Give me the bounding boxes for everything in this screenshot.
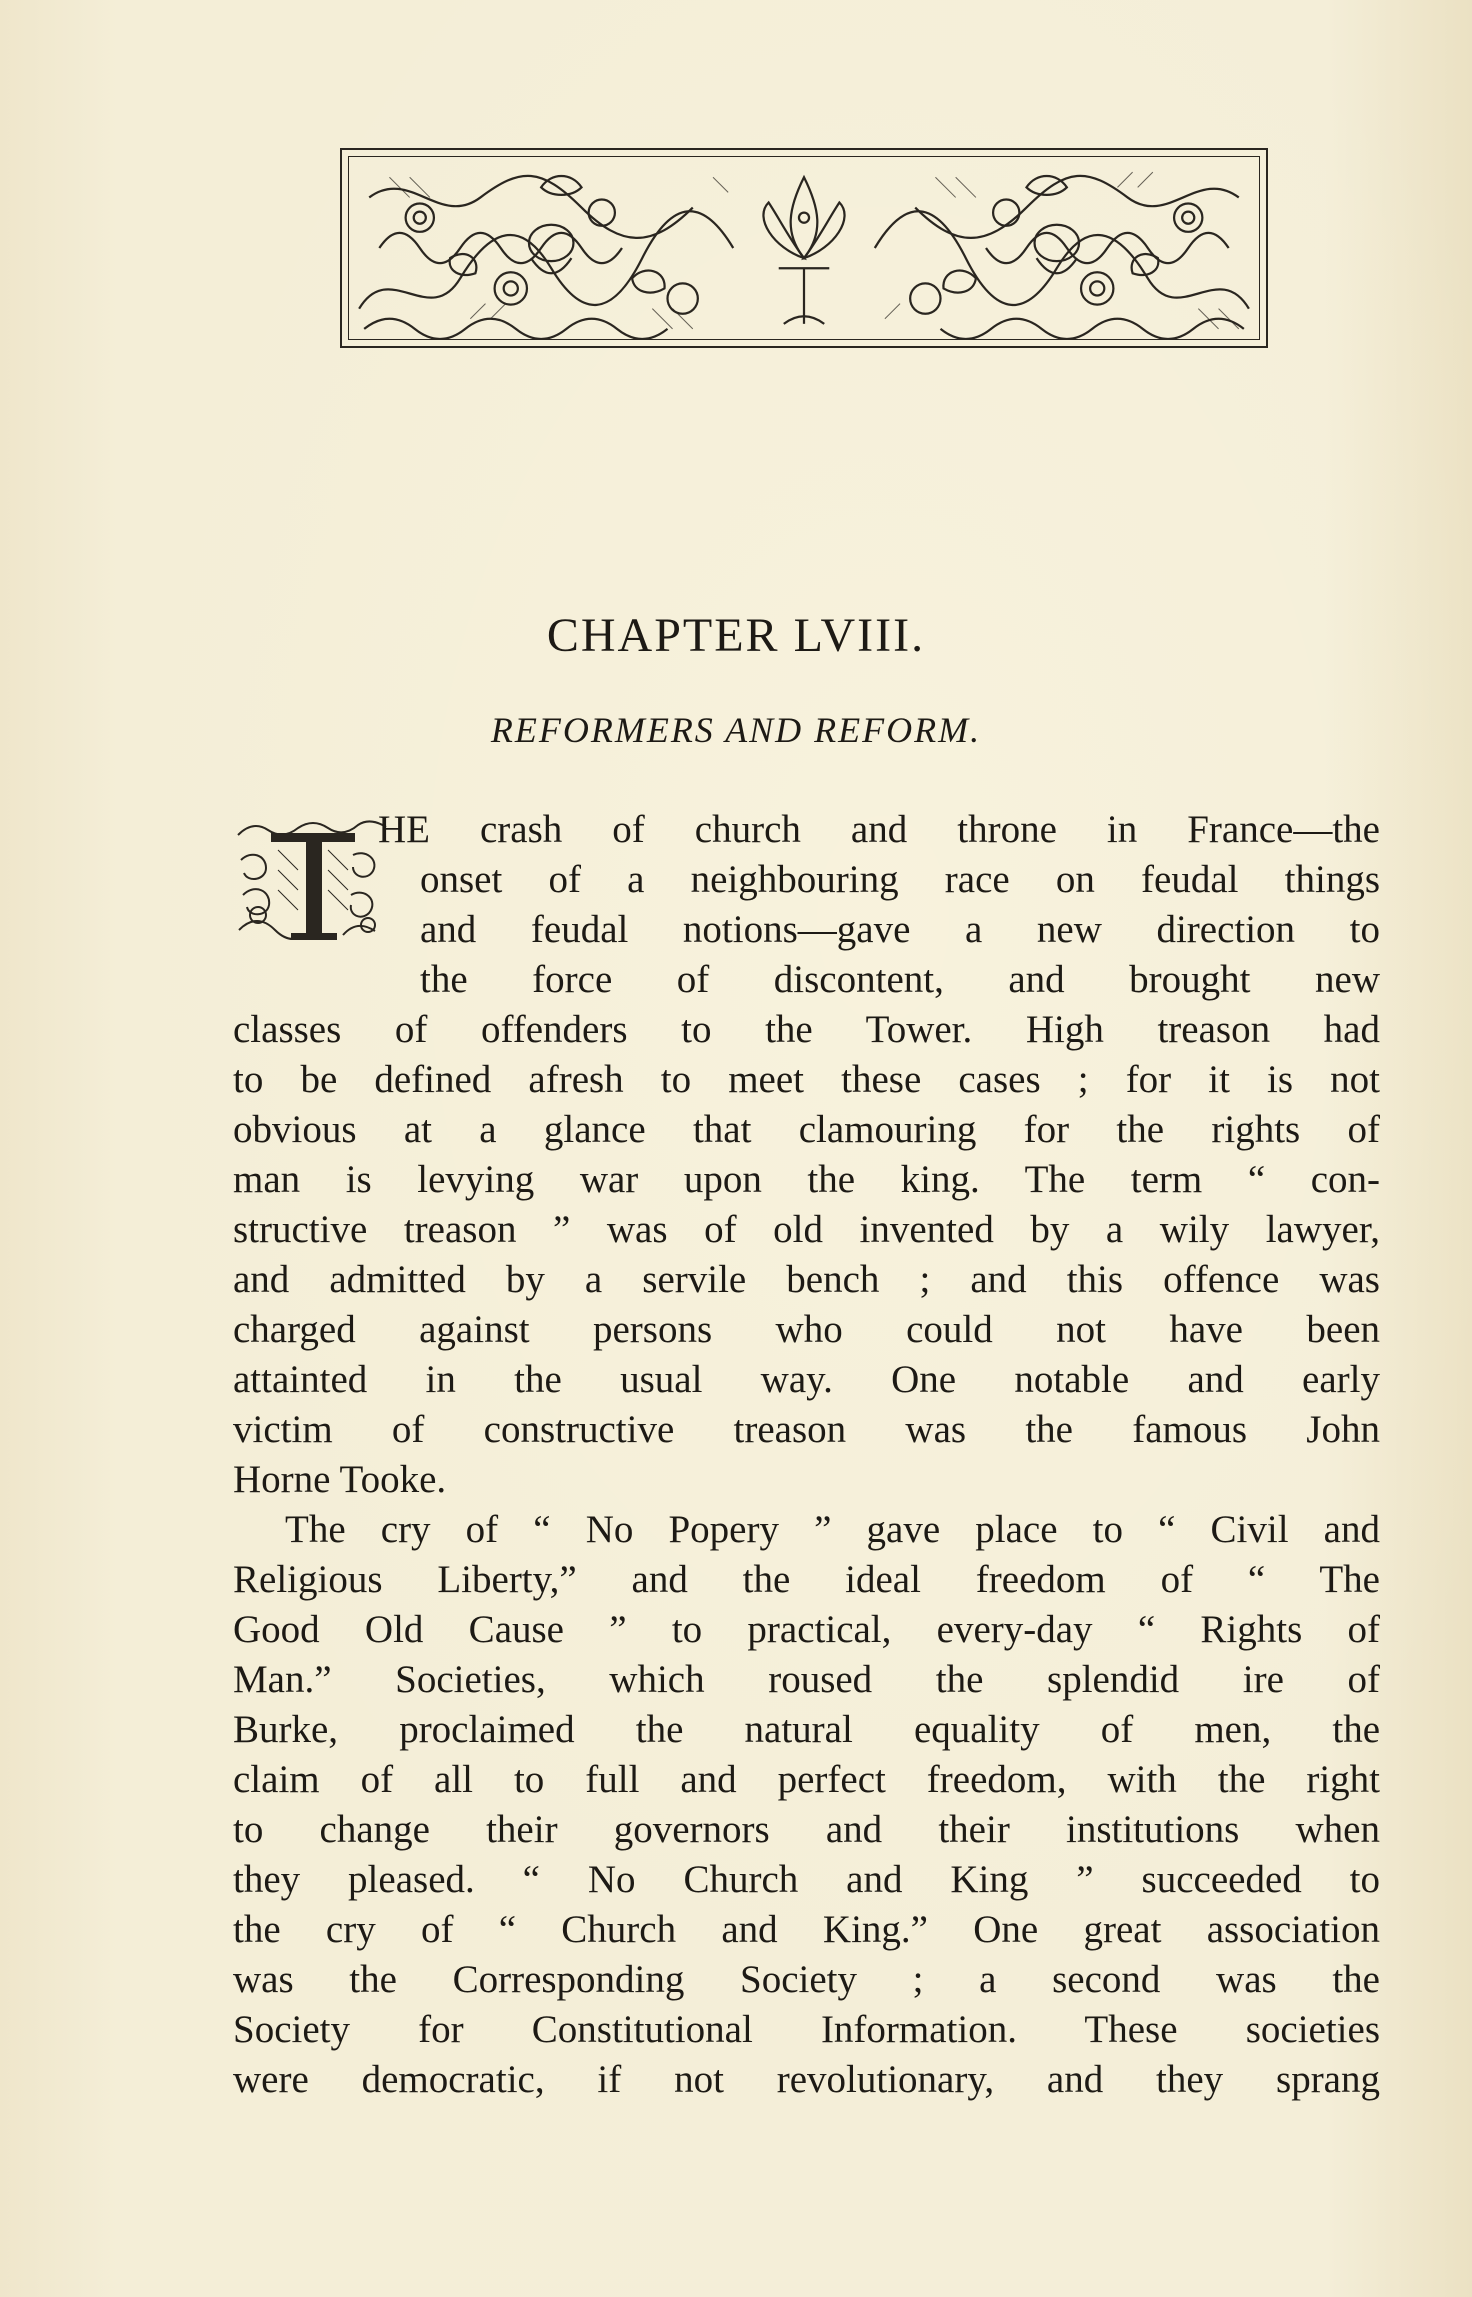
paragraph-1-line: and admitted by a servile bench ; and this offence was: [233, 1258, 1380, 1301]
paragraph-1-line: man is levying war upon the king. The term “ con-: [233, 1158, 1380, 1201]
paragraph-1-line: structive treason ” was of old invented by a wily lawyer,: [233, 1208, 1380, 1251]
ornamental-headpiece: [340, 148, 1268, 348]
foliage-ornament-icon: [349, 157, 1259, 339]
paragraph-1-line: and feudal notions—gave a new direction to: [420, 908, 1380, 951]
paragraph-1-line: charged against persons who could not have been: [233, 1308, 1380, 1351]
paragraph-1-line: Horne Tooke.: [233, 1458, 447, 1501]
paragraph-2-line: Burke, proclaimed the natural equality of men, the: [233, 1708, 1380, 1751]
ornamental-drop-cap: [233, 815, 393, 950]
paragraph-1-line: onset of a neighbouring race on feudal things: [420, 858, 1380, 901]
paragraph-2-line: claim of all to full and perfect freedom, with the right: [233, 1758, 1380, 1801]
paragraph-2-line: the cry of “ Church and King.” One great association: [233, 1908, 1380, 1951]
chapter-subtitle: REFORMERS AND REFORM.: [490, 710, 982, 750]
paragraph-2-line: they pleased. “ No Church and King ” succeeded to: [233, 1858, 1380, 1901]
paragraph-2-line: to change their governors and their institutions when: [233, 1808, 1380, 1851]
chapter-title: CHAPTER LVIII.: [546, 609, 926, 662]
paragraph-2-line: Man.” Societies, which roused the splendid ire of: [233, 1658, 1380, 1701]
paragraph-2-line: Good Old Cause ” to practical, every-day “ Rights of: [233, 1608, 1380, 1651]
drop-cap-t-icon: [233, 815, 393, 950]
paragraph-2-line: was the Corresponding Society ; a second was the: [233, 1958, 1380, 2001]
paragraph-1-line: the force of discontent, and brought new: [420, 958, 1380, 1001]
paragraph-2-line: Society for Constitutional Information. These societies: [233, 2008, 1380, 2051]
paragraph-2-line: were democratic, if not revolutionary, and they sprang: [233, 2058, 1380, 2101]
paragraph-1-line: HE crash of church and throne in France—the: [378, 808, 1380, 851]
paragraph-1-line: victim of constructive treason was the famous John: [233, 1408, 1380, 1451]
paragraph-1-line: obvious at a glance that clamouring for the rights of: [233, 1108, 1380, 1151]
paragraph-1-line: classes of offenders to the Tower. High treason had: [233, 1008, 1380, 1051]
paragraph-1-line: to be defined afresh to meet these cases ; for it is not: [233, 1058, 1380, 1101]
paragraph-2-line: Religious Liberty,” and the ideal freedom of “ The: [233, 1558, 1380, 1601]
paragraph-2-line: The cry of “ No Popery ” gave place to “ Civil and: [285, 1508, 1380, 1551]
paragraph-1-line: attainted in the usual way. One notable and early: [233, 1358, 1380, 1401]
